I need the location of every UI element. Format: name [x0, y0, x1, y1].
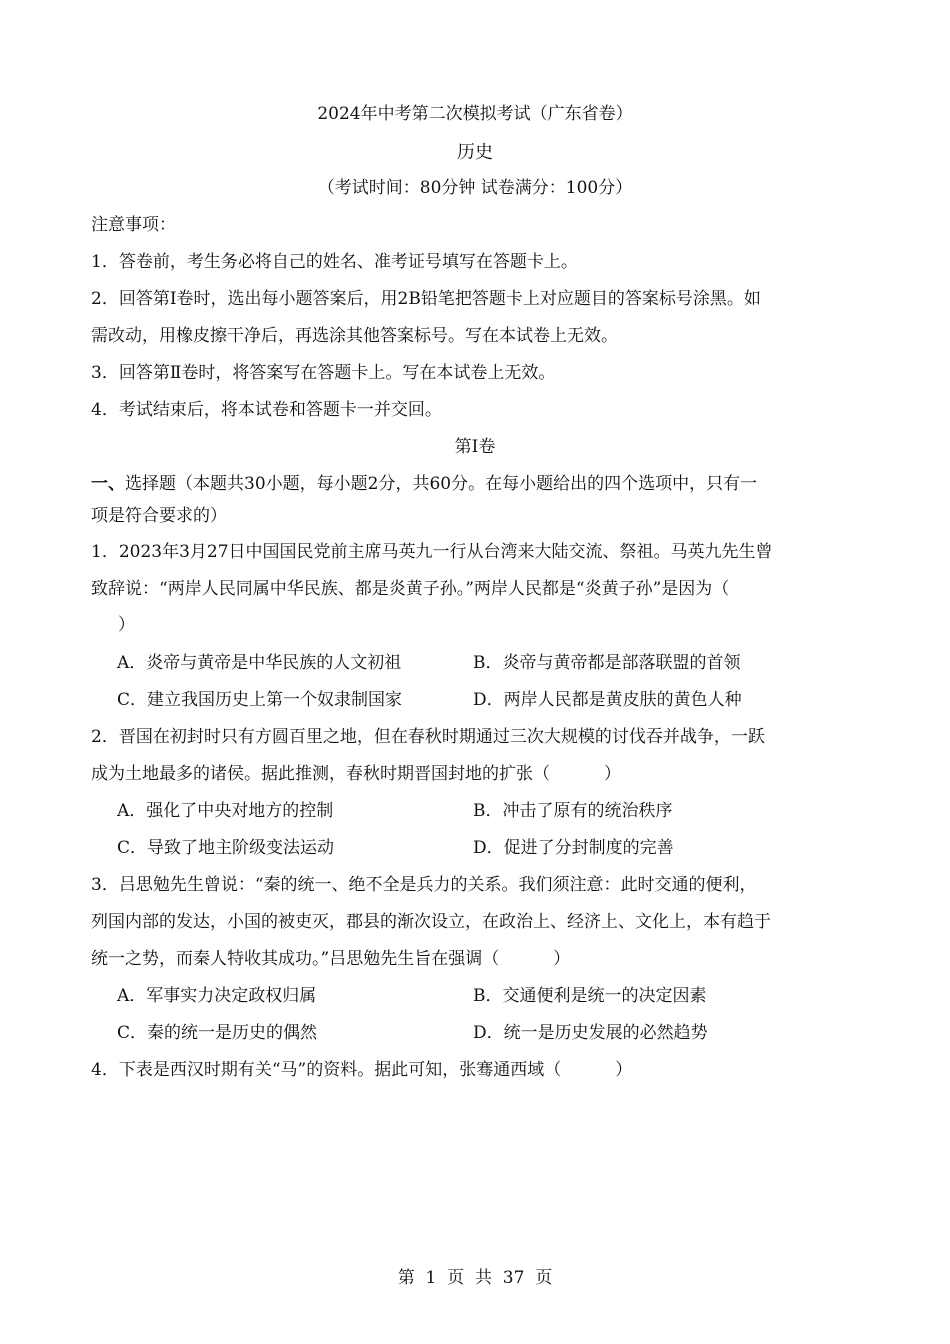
question-3-option-b[interactable]: B．交通便利是统一的决定因素	[473, 986, 707, 1006]
section-number: 一、	[91, 474, 125, 494]
notice-item-1: 1．答卷前，考生务必将自己的姓名、准考证号填写在答题卡上。	[91, 252, 578, 272]
question-2-option-d[interactable]: D．促进了分封制度的完善	[473, 838, 674, 858]
exam-info: （考试时间：80分钟 试卷满分：100分）	[317, 178, 633, 198]
notice-heading: 注意事项：	[91, 215, 176, 235]
question-1-option-a[interactable]: A．炎帝与黄帝是中华民族的人文初祖	[117, 653, 402, 673]
notice-item-4: 4．考试结束后，将本试卷和答题卡一并交回。	[91, 400, 442, 420]
question-2-option-c[interactable]: C．导致了地主阶级变法运动	[117, 838, 335, 858]
section-title-cont: 项是符合要求的）	[91, 506, 227, 526]
exam-title: 2024年中考第二次模拟考试（广东省卷）	[317, 104, 633, 124]
question-1-line-1: 1．2023年3月27日中国国民党前主席马英九一行从台湾来大陆交流、祭祖。马英九先生曾	[91, 542, 773, 562]
question-3-option-d[interactable]: D．统一是历史发展的必然趋势	[473, 1023, 708, 1043]
question-2-line-2: 成为土地最多的诸侯。据此推测，春秋时期晋国封地的扩张（ ）	[91, 764, 622, 784]
volume-heading: 第Ⅰ卷	[454, 437, 496, 457]
question-1-line-2: 致辞说：“两岸人民同属中华民族、都是炎黄子孙。”两岸人民都是“炎黄子孙”是因为（	[91, 579, 730, 599]
page-number: 第 1 页 共 37 页	[397, 1268, 553, 1288]
question-3-option-a[interactable]: A．军事实力决定政权归属	[117, 986, 317, 1006]
notice-item-2-cont: 需改动，用橡皮擦干净后，再选涂其他答案标号。写在本试卷上无效。	[91, 326, 618, 346]
question-4-line-1: 4．下表是西汉时期有关“马”的资料。据此可知，张骞通西域（ ）	[91, 1060, 633, 1080]
question-3-line-3: 统一之势，而秦人特收其成功。”吕思勉先生旨在强调（ ）	[91, 949, 571, 969]
subject-title: 历史	[457, 142, 493, 163]
question-1-option-d[interactable]: D．两岸人民都是黄皮肤的黄色人种	[473, 690, 742, 710]
question-3-line-2: 列国内部的发达，小国的被吏灭，郡县的渐次设立，在政治上、经济上、文化上，本有趋于	[91, 912, 771, 932]
question-3-option-c[interactable]: C．秦的统一是历史的偶然	[117, 1023, 318, 1043]
question-1-option-c[interactable]: C．建立我国历史上第一个奴隶制国家	[117, 690, 403, 710]
section-title	[91, 472, 871, 496]
section-title-text: 选择题（本题共30小题，每小题2分，共60分。在每小题给出的四个选项中，只有一	[125, 474, 758, 494]
notice-item-3: 3．回答第Ⅱ卷时，将答案写在答题卡上。写在本试卷上无效。	[91, 363, 556, 383]
question-1-option-b[interactable]: B．炎帝与黄帝都是部落联盟的首领	[473, 653, 741, 673]
question-1-line-3: ）	[91, 615, 136, 635]
question-2-line-1: 2．晋国在初封时只有方圆百里之地，但在春秋时期通过三次大规模的讨伐吞并战争，一跃	[91, 727, 765, 747]
notice-item-2: 2．回答第Ⅰ卷时，选出每小题答案后，用2B铅笔把答题卡上对应题目的答案标号涂黑。如	[91, 289, 761, 309]
question-2-option-a[interactable]: A．强化了中央对地方的控制	[117, 801, 334, 821]
question-3-line-1: 3．吕思勉先生曾说：“秦的统一、绝不全是兵力的关系。我们须注意：此时交通的便利，	[91, 875, 757, 895]
question-2-option-b[interactable]: B．冲击了原有的统治秩序	[473, 801, 673, 821]
